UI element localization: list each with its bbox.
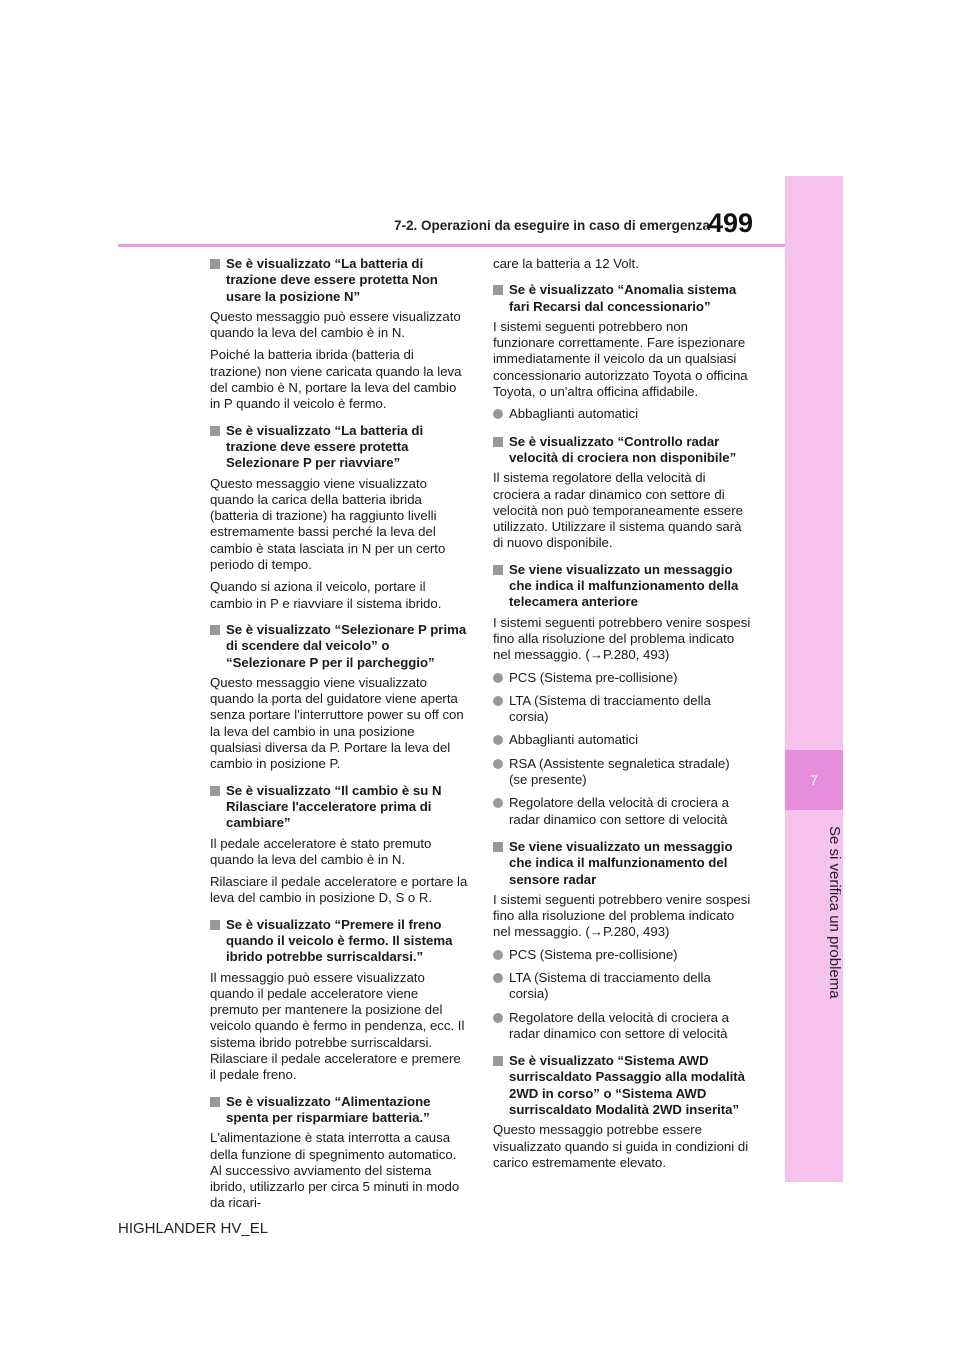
heading-text: Se è visualizzato “Sistema AWD surriscaldato Passaggio alla modalità 2WD in corso” o “Sistema AWD surriscaldato Modalità 2WD inserita”	[509, 1053, 745, 1118]
circle-bullet-icon	[493, 735, 503, 745]
paragraph: L'alimentazione è stata interrotta a causa della funzione di spegnimento automatico. Al successivo avviamento del sistema ibrido, utilizzarlo per circa 5 minuti in modo da ricari-	[210, 1130, 460, 1211]
bullet-text: Abbaglianti automatici	[509, 406, 639, 422]
bullet-text: PCS (Sistema pre-collisione)	[509, 669, 678, 685]
chapter-number: 7	[810, 772, 818, 788]
footer-model-code: HIGHLANDER HV_EL	[118, 1220, 269, 1237]
bullet-item	[493, 947, 751, 963]
heading-text: Se è visualizzato “La batteria di trazione deve essere protetta Selezionare P per riavviare”	[226, 422, 424, 471]
chapter-number-box	[785, 750, 843, 810]
paragraph: I sistemi seguenti potrebbero non funzionare correttamente. Fare ispezionare immediatamente il veicolo da un qualsiasi concessionario autorizzato Toyota o officina Toyota, o un'altra officina affidabile.	[493, 318, 748, 400]
circle-bullet-icon	[493, 973, 503, 983]
paragraph: Poiché la batteria ibrida (batteria di trazione) non viene caricata quando la leva del cambio è N, portare la leva del cambio in P quando il veicolo è fermo.	[210, 347, 462, 412]
bullet-text: Abbaglianti automatici	[509, 732, 639, 748]
section-heading	[210, 622, 468, 671]
paragraph: Il pedale acceleratore è stato premuto quando la leva del cambio è in N.	[210, 835, 432, 867]
square-bullet-icon	[493, 285, 503, 295]
header-rule	[118, 244, 785, 247]
section-heading	[493, 282, 751, 315]
paragraph: Questo messaggio viene visualizzato quando la carica della batteria ibrida (batteria di trazione) ha raggiunto livelli estremamente bassi perché la leva del cambio è stata lasciata in N per un certo periodo di tempo.	[210, 475, 446, 573]
paragraph: Il messaggio può essere visualizzato quando il pedale acceleratore viene premuto per mantenere la posizione del veicolo quando è fermo in pendenza, ecc. Il sistema ibrido potrebbe surriscaldarsi. Rilasciare il pedale acceleratore e premere il pedale freno.	[210, 969, 465, 1083]
heading-text: Se è visualizzato “Premere il freno quando il veicolo è fermo. Il sistema ibrido potrebbe surriscaldarsi.”	[226, 916, 453, 965]
heading-text: Se è visualizzato “Alimentazione spenta per risparmiare batteria.”	[226, 1093, 431, 1125]
paragraph: care la batteria a 12 Volt.	[493, 256, 639, 271]
paragraph: Quando si aziona il veicolo, portare il cambio in P e riavviare il sistema ibrido.	[210, 579, 442, 611]
page-number: 499	[708, 208, 754, 238]
section-heading	[493, 562, 751, 611]
bullet-text: LTA (Sistema di tracciamento della corsia)	[509, 969, 711, 1002]
bullet-text: Regolatore della velocità di crociera a radar dinamico con settore di velocità	[509, 795, 729, 827]
circle-bullet-icon	[493, 409, 503, 419]
bullet-text: RSA (Assistente segnaletica stradale) (se presente)	[509, 755, 730, 788]
circle-bullet-icon	[493, 1013, 503, 1023]
paragraph: I sistemi seguenti potrebbero venire sospesi fino alla risoluzione del problema indicato nel messaggio. (→P.280, 493)	[493, 614, 751, 663]
section-heading	[493, 839, 751, 888]
chapter-title: Se si verifica un problema	[826, 826, 843, 999]
paragraph: Questo messaggio può essere visualizzato quando la leva del cambio è in N.	[210, 308, 461, 341]
bullet-item	[493, 670, 751, 686]
heading-text: Se è visualizzato “La batteria di trazione deve essere protetta Non usare la posizione N”	[226, 256, 438, 304]
circle-bullet-icon	[493, 759, 503, 769]
paragraph: Questo messaggio viene visualizzato quando la porta del guidatore viene aperta senza portare l'interruttore power su off con la leva del cambio in una posizione qualsiasi diversa da P. Portare la leva del cambio in posizione P.	[210, 674, 464, 772]
right-column	[493, 256, 751, 1177]
square-bullet-icon	[210, 920, 220, 930]
heading-text: Se viene visualizzato un messaggio che indica il malfunzionamento del sensore radar	[509, 838, 733, 887]
paragraph: I sistemi seguenti potrebbero venire sospesi fino alla risoluzione del problema indicato nel messaggio. (→P.280, 493)	[493, 891, 751, 940]
square-bullet-icon	[210, 426, 220, 436]
bullet-item	[493, 1010, 751, 1043]
bullet-item	[493, 756, 751, 789]
section-heading	[493, 434, 751, 467]
square-bullet-icon	[210, 259, 220, 269]
bullet-item	[493, 693, 751, 726]
heading-text: Se è visualizzato “Selezionare P prima di scendere dal veicolo” o “Selezionare P per il parcheggio”	[226, 621, 467, 670]
heading-text: Se è visualizzato “Controllo radar velocità di crociera non disponibile”	[509, 433, 737, 465]
section-heading	[210, 917, 468, 966]
square-bullet-icon	[210, 786, 220, 796]
square-bullet-icon	[210, 625, 220, 635]
circle-bullet-icon	[493, 798, 503, 808]
paragraph: Questo messaggio potrebbe essere visualizzato quando si guida in condizioni di carico estremamente elevato.	[493, 1122, 749, 1170]
chapter-side-tab	[785, 176, 843, 1182]
paragraph: Rilasciare il pedale acceleratore e portare la leva del cambio in posizione D, S o R.	[210, 874, 468, 906]
bullet-item	[493, 970, 751, 1003]
circle-bullet-icon	[493, 950, 503, 960]
section-heading	[210, 256, 468, 305]
section-title: 7-2. Operazioni da eseguire in caso di emergenza	[394, 218, 710, 233]
bullet-text: PCS (Sistema pre-collisione)	[509, 946, 678, 962]
square-bullet-icon	[493, 437, 503, 447]
paragraph: Il sistema regolatore della velocità di crociera a radar dinamico con settore di velocità non può temporaneamente essere utilizzato. Utilizzare il sistema quando sarà di nuovo disponibile.	[493, 470, 743, 551]
heading-text: Se è visualizzato “Anomalia sistema fari Recarsi dal concessionario”	[509, 282, 737, 314]
left-column	[210, 256, 468, 1218]
bullet-text: LTA (Sistema di tracciamento della corsia)	[509, 692, 711, 725]
section-heading	[210, 783, 468, 832]
square-bullet-icon	[493, 842, 503, 852]
bullet-item	[493, 406, 751, 422]
square-bullet-icon	[210, 1097, 220, 1107]
section-heading	[210, 1094, 468, 1127]
heading-text: Se viene visualizzato un messaggio che indica il malfunzionamento della telecamera anteriore	[509, 561, 739, 610]
square-bullet-icon	[493, 1056, 503, 1066]
circle-bullet-icon	[493, 673, 503, 683]
square-bullet-icon	[493, 565, 503, 575]
bullet-item	[493, 732, 751, 748]
circle-bullet-icon	[493, 696, 503, 706]
bullet-item	[493, 795, 751, 828]
heading-text: Se è visualizzato “Il cambio è su N Rilasciare l'acceleratore prima di cambiare”	[226, 782, 442, 831]
bullet-text: Regolatore della velocità di crociera a radar dinamico con settore di velocità	[509, 1009, 729, 1041]
section-heading	[493, 1053, 751, 1118]
section-heading	[210, 423, 468, 472]
